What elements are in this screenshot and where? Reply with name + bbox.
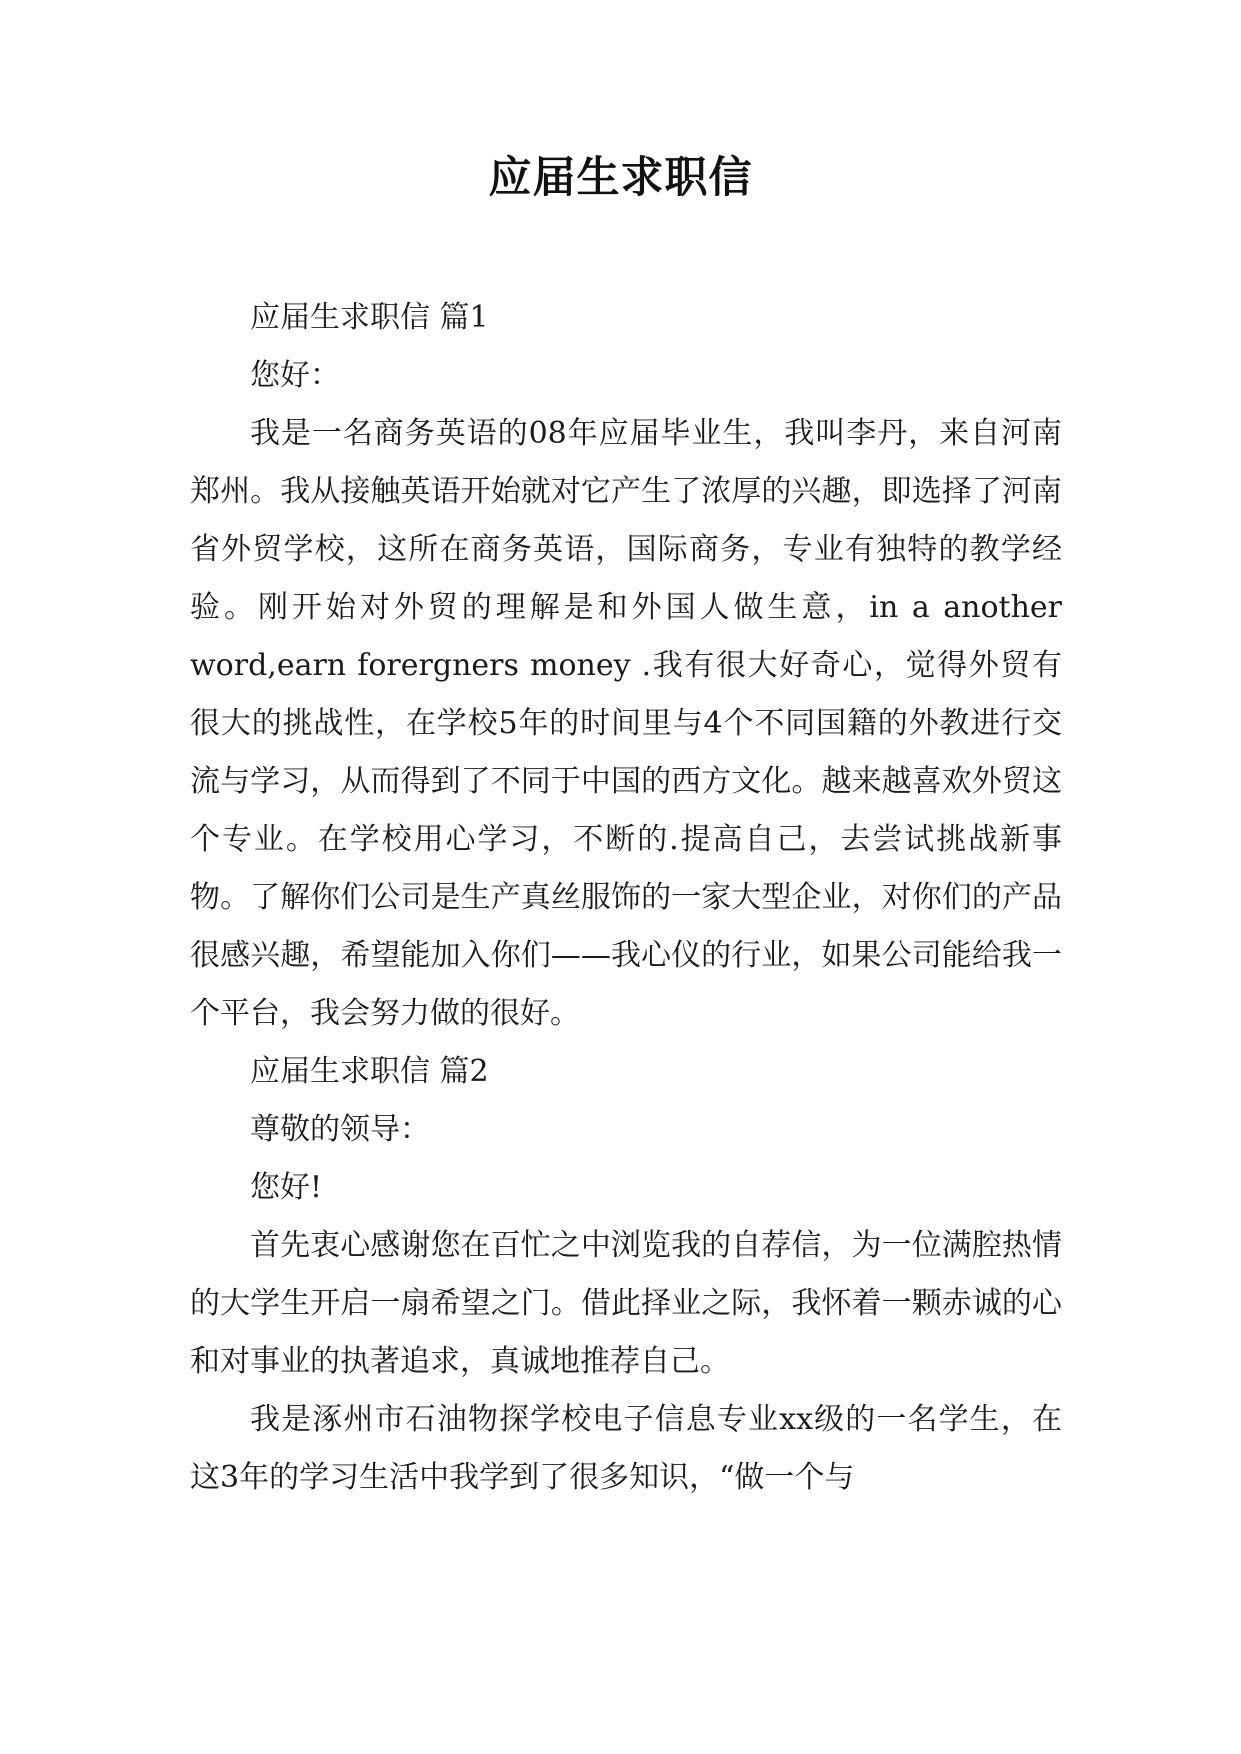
section-heading-2: 应届生求职信 篇2 bbox=[250, 1054, 489, 1089]
document-title: 应届生求职信 bbox=[488, 153, 753, 203]
letter-2-paragraph-1: 首先衷心感谢您在百忙之中浏览我的自荐信，为一位满腔热情的大学生开启一扇希望之门。借此择业之际，我怀着一颗赤诚的心和对事业的执著追求，真诚地推荐自己。 bbox=[190, 1228, 1062, 1379]
letter-1-body: 我是一名商务英语的08年应届毕业生，我叫李丹，来自河南郑州。我从接触英语开始就对它产生了浓厚的兴趣，即选择了河南省外贸学校，这所在商务英语，国际商务，专业有独特的教学经验。刚开始对外贸的理解是和外国人做生意，in a another word,earn forergners money .我有很大好奇心，觉得外贸有很大的挑战性，在学校5年的时间里与4个不同国籍的外教进行交流与学习，从而得到了不同于中国的西方文化。越来越喜欢外贸这个专业。在学校用心学习，不断的.提高自己，去尝试挑战新事物。了解你们公司是生产真丝服饰的一家大型企业，对你们的产品很感兴趣，希望能加入你们——我心仪的行业，如果公司能给我一个平台，我会努力做的很好。 bbox=[190, 416, 1062, 1031]
letter-2-paragraph-2: 我是涿州市石油物探学校电子信息专业xx级的一名学生，在这3年的学习生活中我学到了很多知识，“做一个与 bbox=[190, 1402, 1062, 1495]
section-heading-1: 应届生求职信 篇1 bbox=[250, 300, 489, 335]
salutation-2: 尊敬的领导： bbox=[250, 1112, 430, 1147]
greeting-2: 您好! bbox=[250, 1170, 323, 1205]
document-body bbox=[190, 289, 1062, 1507]
greeting-1: 您好： bbox=[250, 358, 340, 393]
